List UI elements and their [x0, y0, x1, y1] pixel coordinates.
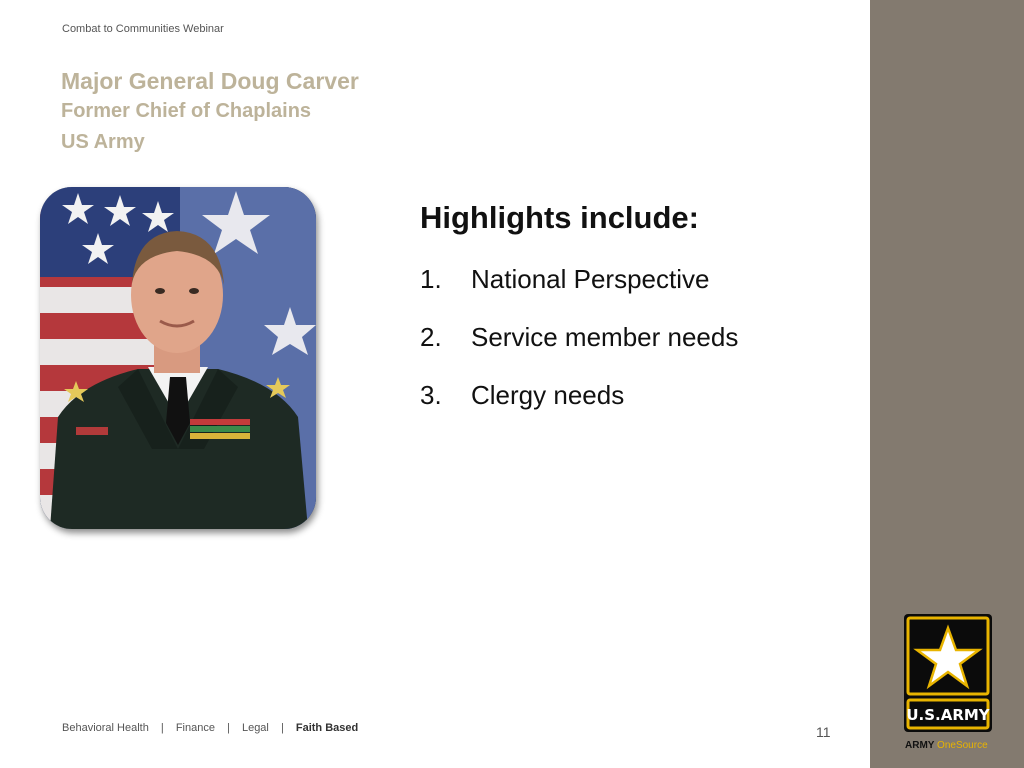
speaker-organization: US Army — [61, 131, 145, 153]
army-star-icon — [904, 614, 992, 732]
portrait-illustration — [40, 187, 316, 529]
onesource-army: ARMY — [905, 740, 935, 751]
list-item — [420, 320, 840, 354]
list-item-number: 3. — [420, 380, 442, 410]
footer-link-behavioral-health[interactable]: Behavioral Health — [62, 722, 149, 734]
speaker-role: Former Chief of Chaplains — [61, 100, 312, 122]
list-item — [420, 378, 840, 412]
footer-separator: | — [280, 722, 284, 734]
list-item-text: National Perspective — [471, 264, 710, 294]
list-item-number: 2. — [420, 322, 442, 352]
list-item-number: 1. — [420, 264, 442, 294]
army-star-logo — [904, 614, 992, 732]
list-item-text: Clergy needs — [471, 380, 625, 410]
footer-link-legal[interactable]: Legal — [241, 722, 269, 734]
page-number: 11 — [816, 724, 831, 740]
speaker-portrait — [40, 187, 316, 529]
highlights-heading: Highlights include: — [420, 200, 699, 235]
army-logo-text: U.S.ARMY — [906, 706, 990, 724]
footer-link-finance[interactable]: Finance — [175, 722, 215, 734]
highlights-list — [420, 262, 840, 412]
list-item-text: Service member needs — [471, 322, 739, 352]
footer-link-faith-based[interactable]: Faith Based — [295, 722, 359, 734]
list-item — [420, 262, 840, 296]
footer-separator: | — [160, 722, 164, 734]
webinar-title: Combat to Communities Webinar — [62, 23, 224, 35]
speaker-name: Major General Doug Carver — [61, 68, 359, 94]
speaker-title-block — [61, 66, 359, 158]
footer-separator: | — [227, 722, 230, 734]
highlights-section — [420, 198, 840, 436]
footer-nav — [62, 722, 358, 734]
army-onesource-wordmark — [905, 740, 988, 751]
onesource-name: OneSource — [937, 740, 988, 751]
